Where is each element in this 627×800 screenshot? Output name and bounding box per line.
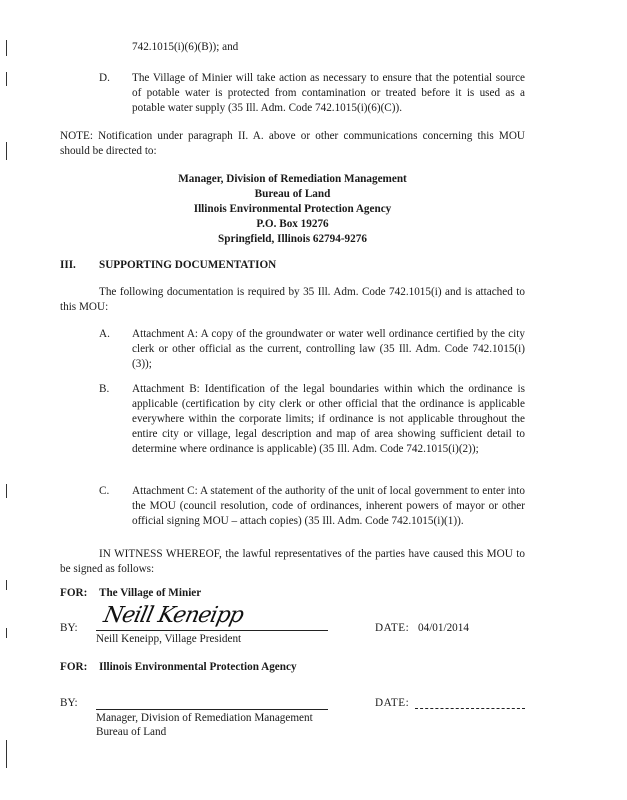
party2-name: Illinois Environmental Protection Agency [99, 661, 297, 673]
address-block [60, 172, 525, 247]
item-d-label: D. [99, 72, 110, 84]
party1-date-label: DATE: [375, 622, 410, 634]
continuation-text: 742.1015(i)(6)(B)); and [132, 41, 239, 53]
section-number: III. [60, 259, 76, 271]
party1-date-value: 04/01/2014 [418, 622, 469, 634]
attachment-b-text: Attachment B: Identification of the legal boundaries within which the ordinance is applicable (certification by city clerk or other official that the ordinance is applicable everywhere within the corporate limits; if ordinance is not applicable throughout the entire city or village, legal description and map of area showing sufficient detail to determine where ordinance is applicable) (35 Ill. Adm. Code 742.1015(i)(2)); [132, 383, 525, 455]
note-paragraph: NOTE: Notification under paragraph II. A. above or other communications concerning this MOU should be directed to: [60, 130, 525, 157]
address-line: Bureau of Land [254, 188, 331, 200]
party2-signer-line2: Bureau of Land [96, 726, 167, 738]
address-line: P.O. Box 19276 [256, 218, 329, 230]
margin-mark [6, 484, 7, 498]
margin-mark [6, 72, 7, 86]
party2-date-line [415, 708, 525, 709]
attachment-c-label: C. [99, 485, 110, 497]
party1-signer: Neill Keneipp, Village President [96, 633, 242, 645]
attachment-a-text: Attachment A: A copy of the groundwater or water well ordinance certified by the city clerk or other official as the current, controlling law (35 Ill. Adm. Code 742.1015(i)(3)); [132, 328, 525, 370]
address-line: Manager, Division of Remediation Management [178, 173, 407, 185]
party2-signer-line1: Manager, Division of Remediation Management [96, 712, 313, 724]
section-title: SUPPORTING DOCUMENTATION [99, 259, 277, 271]
party1-name: The Village of Minier [99, 587, 202, 599]
margin-mark [6, 40, 7, 56]
attachment-a-label: A. [99, 328, 110, 340]
address-line: Springfield, Illinois 62794-9276 [218, 233, 367, 245]
address-line: Illinois Environmental Protection Agency [193, 203, 392, 215]
item-d-text: The Village of Minier will take action as necessary to ensure that the potential source of potable water is protected from contamination or treated before it is used as a potable water supply (35 Ill. Adm. Code 742.1015(i)(6)(C)). [132, 72, 525, 114]
party2-by-label: BY: [60, 697, 78, 709]
margin-mark [6, 580, 7, 590]
party2-date-label: DATE: [375, 697, 410, 709]
party1-signature: Neill Keneipp [101, 603, 246, 628]
party2-signature-line [96, 709, 328, 710]
attachment-c-text: Attachment C: A statement of the authority of the unit of local government to enter into the MOU (council resolution, code of ordinances, inherent powers of mayor or other official signing MOU – attach copies) (35 Ill. Adm. Code 742.1015(i)(1)). [132, 485, 525, 527]
party1-for-label: FOR: [60, 587, 88, 599]
attachment-b-label: B. [99, 383, 110, 395]
witness-paragraph: IN WITNESS WHEREOF, the lawful representatives of the parties have caused this MOU to be signed as follows: [60, 548, 525, 575]
intro-paragraph: The following documentation is required by 35 Ill. Adm. Code 742.1015(i) and is attached to this MOU: [60, 286, 525, 313]
party2-for-label: FOR: [60, 661, 88, 673]
party1-signature-line [96, 630, 328, 631]
margin-mark [6, 740, 7, 768]
party1-by-label: BY: [60, 622, 78, 634]
margin-mark [6, 142, 7, 160]
margin-mark [6, 628, 7, 638]
